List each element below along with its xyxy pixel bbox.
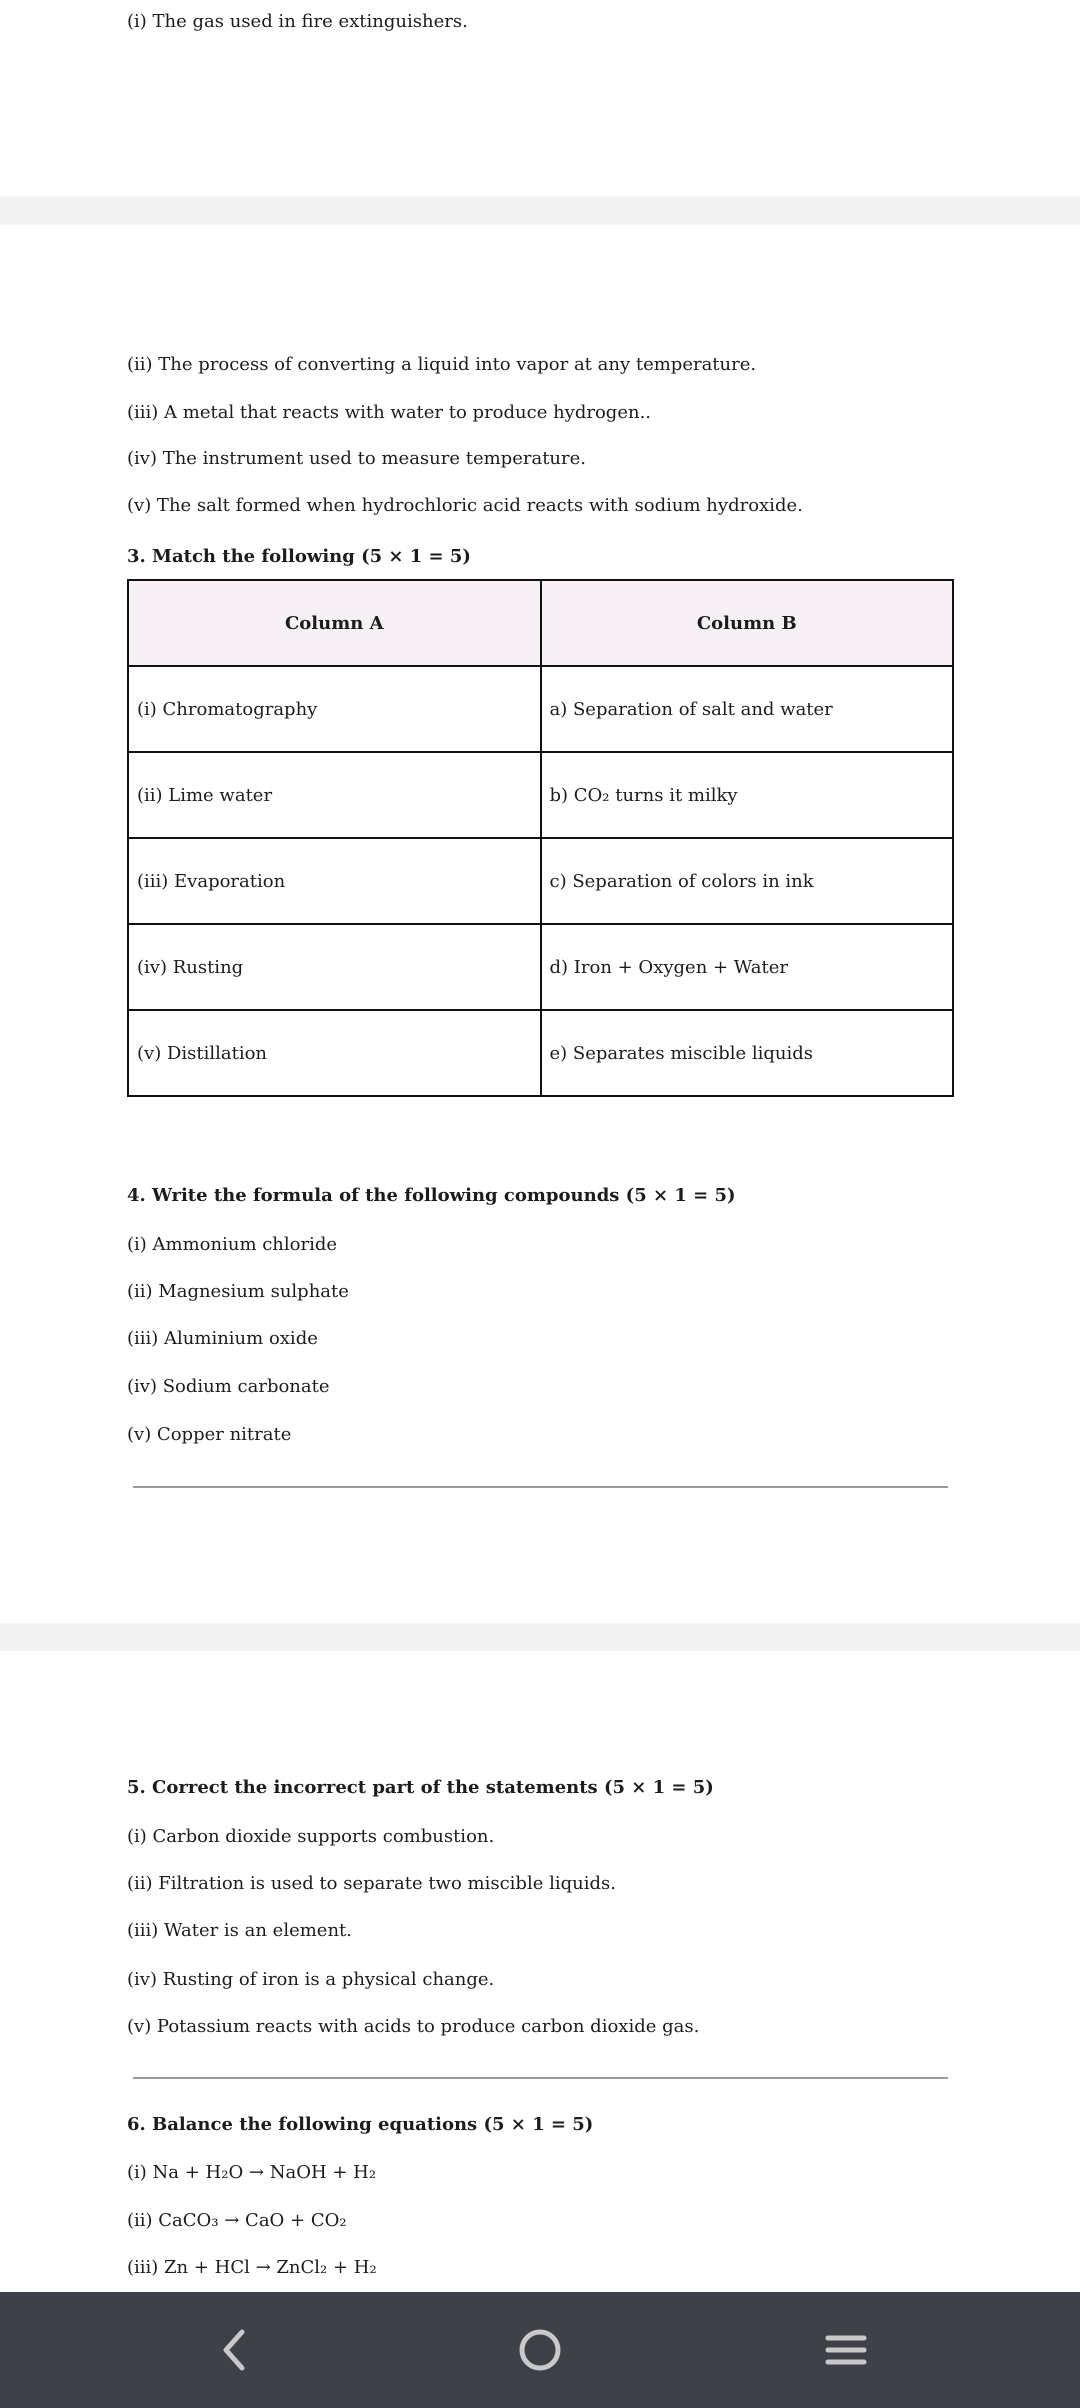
column-a-cell: (i) Chromatography [128, 666, 541, 752]
q4-item-3: (iii) Aluminium oxide [127, 1328, 318, 1349]
system-navigation-bar [0, 2292, 1080, 2408]
q2-item-5: (v) The salt formed when hydrochloric acid reacts with sodium hydroxide. [127, 495, 803, 516]
match-table [127, 579, 954, 1097]
table-row [128, 838, 953, 924]
column-a-header: Column A [128, 580, 541, 666]
table-row [128, 752, 953, 838]
q5-item-1: (i) Carbon dioxide supports combustion. [127, 1826, 495, 1847]
column-b-cell: d) Iron + Oxygen + Water [541, 924, 954, 1010]
table-row [128, 924, 953, 1010]
q5-item-3: (iii) Water is an element. [127, 1920, 353, 1941]
document-page-1 [0, 0, 1080, 196]
column-b-cell: e) Separates miscible liquids [541, 1010, 954, 1096]
q5-heading: 5. Correct the incorrect part of the statements (5 × 1 = 5) [127, 1777, 714, 1798]
q2-item-2: (ii) The process of converting a liquid into vapor at any temperature. [127, 354, 757, 375]
q2-item-1: (i) The gas used in fire extinguishers. [127, 11, 468, 32]
recent-apps-menu-icon [822, 2326, 870, 2374]
q5-item-2: (ii) Filtration is used to separate two miscible liquids. [127, 1873, 616, 1894]
column-b-cell: a) Separation of salt and water [541, 666, 954, 752]
q3-heading: 3. Match the following (5 × 1 = 5) [127, 546, 471, 567]
q4-heading: 4. Write the formula of the following compounds (5 × 1 = 5) [127, 1185, 736, 1206]
column-b-cell: c) Separation of colors in ink [541, 838, 954, 924]
table-row [128, 1010, 953, 1096]
q4-item-5: (v) Copper nitrate [127, 1424, 292, 1445]
column-b-header: Column B [541, 580, 954, 666]
column-a-cell: (iv) Rusting [128, 924, 541, 1010]
q4-item-1: (i) Ammonium chloride [127, 1234, 338, 1255]
q5-item-4: (iv) Rusting of iron is a physical change. [127, 1969, 495, 1990]
table-header-row [128, 580, 953, 666]
back-button[interactable] [204, 2320, 264, 2380]
home-button[interactable] [510, 2320, 570, 2380]
recent-apps-button[interactable] [816, 2320, 876, 2380]
q2-item-4: (iv) The instrument used to measure temperature. [127, 448, 586, 469]
column-a-cell: (iii) Evaporation [128, 838, 541, 924]
q4-item-4: (iv) Sodium carbonate [127, 1376, 330, 1397]
q6-item-1: (i) Na + H₂O → NaOH + H₂ [127, 2162, 377, 2183]
page-separator [0, 196, 1080, 225]
column-a-cell: (v) Distillation [128, 1010, 541, 1096]
back-chevron-icon [214, 2326, 254, 2374]
q6-heading: 6. Balance the following equations (5 × 1 = 5) [127, 2114, 594, 2135]
column-b-cell: b) CO₂ turns it milky [541, 752, 954, 838]
q6-item-3: (iii) Zn + HCl → ZnCl₂ + H₂ [127, 2257, 377, 2278]
column-a-cell: (ii) Lime water [128, 752, 541, 838]
q5-item-5: (v) Potassium reacts with acids to produce carbon dioxide gas. [127, 2016, 700, 2037]
q4-item-2: (ii) Magnesium sulphate [127, 1281, 349, 1302]
home-circle-icon [516, 2326, 564, 2374]
q2-item-3: (iii) A metal that reacts with water to produce hydrogen.. [127, 402, 652, 423]
table-row [128, 666, 953, 752]
page-separator [0, 1623, 1080, 1651]
q6-item-2: (ii) CaCO₃ → CaO + CO₂ [127, 2210, 347, 2231]
section-divider [133, 2077, 948, 2079]
section-divider [133, 1486, 948, 1488]
